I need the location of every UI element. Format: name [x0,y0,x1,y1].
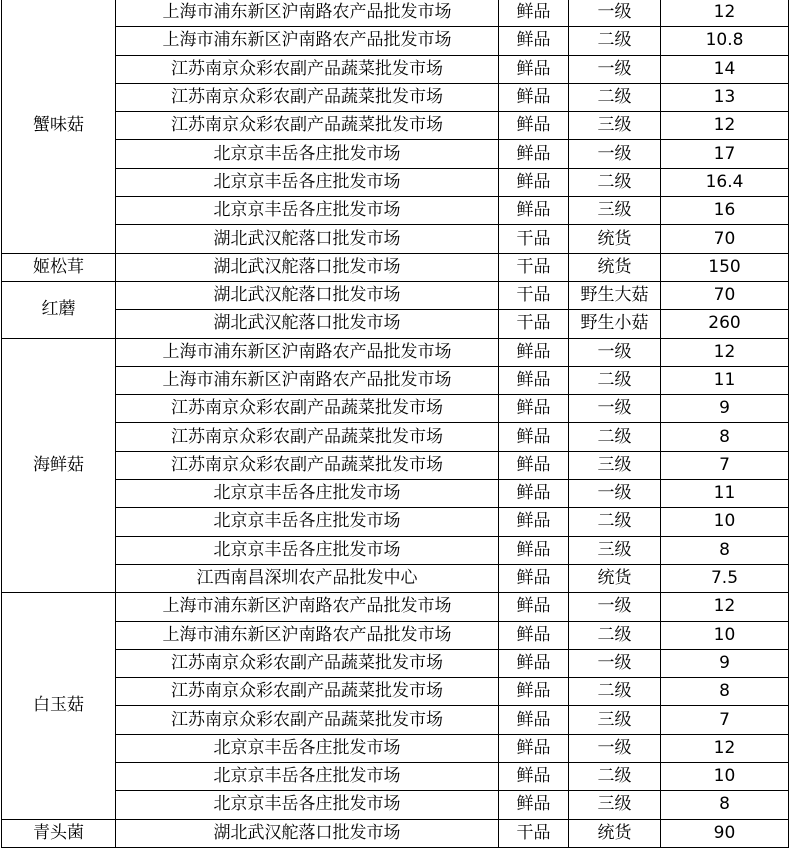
form-cell: 鲜品 [499,338,569,366]
market-cell: 江苏南京众彩农副产品蔬菜批发市场 [116,451,499,479]
market-cell: 北京京丰岳各庄批发市场 [116,536,499,564]
grade-cell: 二级 [569,508,661,536]
form-cell: 鲜品 [499,706,569,734]
form-cell: 鲜品 [499,763,569,791]
form-cell: 鲜品 [499,621,569,649]
grade-cell: 一级 [569,395,661,423]
price-cell: 7 [661,706,789,734]
form-cell: 鲜品 [499,536,569,564]
grade-cell: 一级 [569,338,661,366]
grade-cell: 三级 [569,112,661,140]
price-cell: 12 [661,0,789,27]
market-cell: 江苏南京众彩农副产品蔬菜批发市场 [116,55,499,83]
grade-cell: 二级 [569,27,661,55]
form-cell: 干品 [499,253,569,281]
price-cell: 16.4 [661,168,789,196]
price-cell: 10 [661,508,789,536]
price-cell: 8 [661,423,789,451]
form-cell: 鲜品 [499,791,569,819]
market-cell: 北京京丰岳各庄批发市场 [116,140,499,168]
price-cell: 7.5 [661,564,789,592]
grade-cell: 三级 [569,451,661,479]
table-row [2,678,789,706]
form-cell: 鲜品 [499,112,569,140]
grade-cell: 二级 [569,168,661,196]
price-cell: 10 [661,763,789,791]
variety-cell: 青头菌 [2,819,116,847]
table-row [2,281,789,309]
table-row [2,423,789,451]
variety-cell: 姬松茸 [2,253,116,281]
market-cell: 北京京丰岳各庄批发市场 [116,197,499,225]
market-cell: 北京京丰岳各庄批发市场 [116,480,499,508]
form-cell: 干品 [499,281,569,309]
price-cell: 8 [661,678,789,706]
market-cell: 上海市浦东新区沪南路农产品批发市场 [116,338,499,366]
market-cell: 上海市浦东新区沪南路农产品批发市场 [116,621,499,649]
variety-cell: 红蘑 [2,281,116,338]
price-cell: 13 [661,83,789,111]
table-row [2,253,789,281]
form-cell: 干品 [499,310,569,338]
market-cell: 湖北武汉舵落口批发市场 [116,281,499,309]
form-cell: 鲜品 [499,423,569,451]
table-row [2,536,789,564]
table-row [2,366,789,394]
form-cell: 鲜品 [499,593,569,621]
form-cell: 鲜品 [499,678,569,706]
price-cell: 90 [661,819,789,847]
market-cell: 江苏南京众彩农副产品蔬菜批发市场 [116,706,499,734]
form-cell: 鲜品 [499,55,569,83]
market-cell: 上海市浦东新区沪南路农产品批发市场 [116,593,499,621]
grade-cell: 一级 [569,480,661,508]
form-cell: 鲜品 [499,366,569,394]
form-cell: 鲜品 [499,27,569,55]
market-cell: 湖北武汉舵落口批发市场 [116,819,499,847]
price-cell: 16 [661,197,789,225]
market-cell: 上海市浦东新区沪南路农产品批发市场 [116,27,499,55]
market-cell: 北京京丰岳各庄批发市场 [116,508,499,536]
form-cell: 鲜品 [499,395,569,423]
table-row [2,83,789,111]
table-row [2,27,789,55]
price-cell: 12 [661,338,789,366]
form-cell: 鲜品 [499,734,569,762]
form-cell: 鲜品 [499,451,569,479]
table-row [2,451,789,479]
price-table [1,0,789,848]
table-row [2,480,789,508]
market-cell: 北京京丰岳各庄批发市场 [116,791,499,819]
price-cell: 8 [661,536,789,564]
table-row [2,593,789,621]
market-cell: 江苏南京众彩农副产品蔬菜批发市场 [116,395,499,423]
form-cell: 鲜品 [499,140,569,168]
variety-cell: 蟹味菇 [2,0,116,253]
table-row [2,168,789,196]
market-cell: 湖北武汉舵落口批发市场 [116,225,499,253]
form-cell: 鲜品 [499,649,569,677]
price-cell: 11 [661,480,789,508]
grade-cell: 二级 [569,678,661,706]
grade-cell: 统货 [569,819,661,847]
grade-cell: 一级 [569,55,661,83]
market-cell: 北京京丰岳各庄批发市场 [116,168,499,196]
table-row [2,819,789,847]
market-cell: 湖北武汉舵落口批发市场 [116,253,499,281]
grade-cell: 三级 [569,791,661,819]
grade-cell: 二级 [569,423,661,451]
grade-cell: 二级 [569,621,661,649]
price-cell: 17 [661,140,789,168]
grade-cell: 统货 [569,564,661,592]
grade-cell: 统货 [569,225,661,253]
grade-cell: 一级 [569,649,661,677]
table-row [2,197,789,225]
form-cell: 鲜品 [499,83,569,111]
grade-cell: 一级 [569,734,661,762]
table-row [2,706,789,734]
grade-cell: 三级 [569,536,661,564]
grade-cell: 二级 [569,83,661,111]
table-row [2,734,789,762]
form-cell: 鲜品 [499,0,569,27]
market-cell: 北京京丰岳各庄批发市场 [116,763,499,791]
grade-cell: 一级 [569,140,661,168]
grade-cell: 二级 [569,763,661,791]
price-cell: 8 [661,791,789,819]
market-cell: 上海市浦东新区沪南路农产品批发市场 [116,0,499,27]
price-cell: 12 [661,112,789,140]
variety-cell: 白玉菇 [2,593,116,819]
grade-cell: 三级 [569,706,661,734]
table-row [2,649,789,677]
form-cell: 干品 [499,225,569,253]
table-row [2,112,789,140]
form-cell: 鲜品 [499,564,569,592]
form-cell: 鲜品 [499,197,569,225]
table-row [2,310,789,338]
market-cell: 江苏南京众彩农副产品蔬菜批发市场 [116,678,499,706]
table-row [2,564,789,592]
table-row [2,55,789,83]
price-cell: 12 [661,734,789,762]
price-cell: 9 [661,649,789,677]
grade-cell: 二级 [569,366,661,394]
table-body [2,0,789,847]
grade-cell: 野生小菇 [569,310,661,338]
grade-cell: 统货 [569,253,661,281]
grade-cell: 一级 [569,0,661,27]
market-cell: 江苏南京众彩农副产品蔬菜批发市场 [116,649,499,677]
form-cell: 鲜品 [499,508,569,536]
price-cell: 9 [661,395,789,423]
table-row [2,225,789,253]
form-cell: 干品 [499,819,569,847]
price-cell: 7 [661,451,789,479]
table-row [2,0,789,27]
market-cell: 江西南昌深圳农产品批发中心 [116,564,499,592]
market-cell: 上海市浦东新区沪南路农产品批发市场 [116,366,499,394]
table-row [2,791,789,819]
price-cell: 260 [661,310,789,338]
price-cell: 12 [661,593,789,621]
price-cell: 70 [661,225,789,253]
price-cell: 150 [661,253,789,281]
table-row [2,508,789,536]
table-row [2,763,789,791]
market-cell: 江苏南京众彩农副产品蔬菜批发市场 [116,112,499,140]
table-row [2,395,789,423]
market-cell: 江苏南京众彩农副产品蔬菜批发市场 [116,423,499,451]
variety-cell: 海鲜菇 [2,338,116,593]
form-cell: 鲜品 [499,480,569,508]
table-row [2,338,789,366]
market-cell: 江苏南京众彩农副产品蔬菜批发市场 [116,83,499,111]
price-cell: 10.8 [661,27,789,55]
price-cell: 11 [661,366,789,394]
table-row [2,140,789,168]
market-cell: 北京京丰岳各庄批发市场 [116,734,499,762]
form-cell: 鲜品 [499,168,569,196]
price-cell: 70 [661,281,789,309]
price-cell: 10 [661,621,789,649]
table-row [2,621,789,649]
grade-cell: 野生大菇 [569,281,661,309]
grade-cell: 三级 [569,197,661,225]
grade-cell: 一级 [569,593,661,621]
price-cell: 14 [661,55,789,83]
market-cell: 湖北武汉舵落口批发市场 [116,310,499,338]
